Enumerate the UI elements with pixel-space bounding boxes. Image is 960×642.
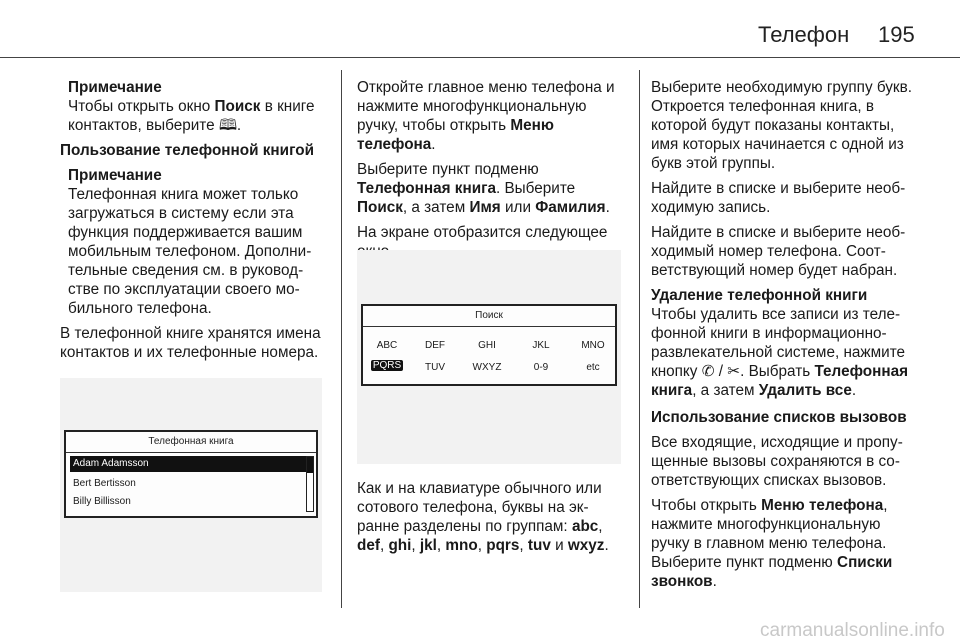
window-paragraph: На экране отобразится следующее [357, 224, 608, 241]
term: Телефонная книга [651, 363, 909, 399]
text: , а затем [402, 199, 470, 216]
note-1-end: . [236, 117, 242, 134]
footer-watermark: carmanualsonline.info [760, 620, 945, 641]
search-key[interactable]: 0-9 [533, 362, 549, 373]
search-key[interactable]: MNO [581, 340, 605, 351]
term: Поиск [357, 199, 403, 216]
section-heading-phonebook: Пользование телефонной книгой [60, 142, 314, 159]
search-key[interactable]: ABC [376, 340, 398, 351]
separator: , [379, 537, 389, 554]
phonebook-entry[interactable]: Adam Adamsson [70, 456, 309, 472]
page-header-title: Телефон [758, 22, 850, 47]
phonebook-screen [64, 430, 318, 518]
search-key[interactable]: etc [586, 362, 600, 373]
separator: , [436, 537, 446, 554]
header-rule [0, 57, 960, 58]
text: Чтобы открыть [651, 497, 762, 514]
scrollbar-thumb[interactable] [307, 457, 313, 473]
text: . Выбрать [740, 363, 815, 380]
search-key[interactable]: GHI [478, 340, 496, 351]
menu-term: Меню телефона [357, 117, 554, 153]
text: . [431, 136, 436, 153]
phone-tools-icon: ✆ / ✂ [701, 363, 741, 380]
note-2-body: Телефонная книга может только загружаться в систему если эта функция поддерживается вашим мобильным телефоном. Дополнительные сведения см. в руководстве по эксплуатации своего мобильного телефона. [68, 186, 312, 317]
letter-group: ghi [388, 537, 412, 554]
delete-phonebook-heading: Удаление телефонной книги [651, 287, 868, 304]
phonebook-entry[interactable]: Bert Bertisson [73, 478, 136, 489]
text: или [500, 199, 536, 216]
open-call-lists-paragraph [651, 496, 923, 591]
term: Фамилия [535, 199, 606, 216]
search-screen [361, 304, 617, 386]
letter-group: abc [571, 518, 599, 535]
phonebook-icon: 🕮 [218, 117, 237, 134]
column-2 [357, 78, 625, 267]
search-screenshot [357, 250, 621, 464]
note-1-text-2: в книге контактов, выберите [68, 98, 315, 134]
separator: , [598, 518, 603, 535]
search-screen-title: Поиск [475, 310, 503, 321]
text: Чтобы удалить все записи из телефонной книги в информационно-развлекательной системе, нажмите кнопку [651, 306, 906, 380]
column-divider-1 [341, 70, 342, 608]
letter-group: tuv [527, 537, 551, 554]
letter-group: def [357, 537, 380, 554]
search-key[interactable]: WXYZ [472, 362, 502, 373]
note-1-search-term: Поиск [214, 98, 261, 115]
column-3 [651, 78, 923, 597]
term: Удалить все [758, 382, 852, 399]
column-2-lower [357, 479, 625, 561]
text: , нажмите многофункциональную ручку в главном меню телефона. Выберите пункт подменю [651, 497, 888, 571]
text: . [605, 199, 610, 216]
column-1 [60, 78, 328, 368]
text: . [851, 382, 857, 399]
text: , а затем [692, 382, 759, 399]
note-2 [60, 166, 328, 318]
phonebook-screenshot [60, 378, 322, 592]
search-key[interactable]: JKL [532, 340, 550, 351]
open-menu-paragraph [357, 78, 625, 154]
conjunction: и [550, 537, 568, 554]
delete-phonebook-section [651, 286, 923, 400]
search-key-selected[interactable]: PQRS [372, 360, 402, 371]
term: Списки звонков [651, 554, 893, 590]
select-group-paragraph: Выберите необходимую группу букв. Откроется телефонная книга, в которой будут показаны контакты, имя которых начинается с одной из букв этой группы. [651, 79, 913, 172]
letter-groups-paragraph [357, 479, 625, 555]
search-key[interactable]: TUV [425, 362, 445, 373]
text: Откройте главное меню телефона и нажмите многофункциональную ручку, чтобы открыть [357, 79, 615, 134]
select-number-paragraph: Найдите в списке и выберите необходимый номер телефона. Соответствующий номер будет набран. [651, 224, 906, 279]
separator: , [477, 537, 487, 554]
separator: , [519, 537, 528, 554]
text: Выберите пункт подменю [357, 161, 539, 178]
term: Телефонная книга [357, 180, 496, 197]
select-submenu-paragraph [357, 160, 625, 217]
note-2-title: Примечание [68, 167, 162, 184]
phonebook-paragraph: В телефонной книге хранятся имена контактов и их телефонные номера. [60, 325, 321, 361]
term: Имя [469, 199, 501, 216]
column-divider-2 [639, 70, 640, 608]
text: . [712, 573, 717, 590]
search-key[interactable]: DEF [425, 340, 445, 351]
letter-group: wxyz [567, 537, 605, 554]
phonebook-scrollbar[interactable] [306, 456, 314, 512]
text: . Выберите [495, 180, 576, 197]
text: Как и на клавиатуре обычного или сотового телефона, буквы на экранне разделены по группам: [357, 480, 602, 535]
separator: , [411, 537, 420, 554]
note-1-title: Примечание [68, 79, 162, 96]
screen-title-divider [363, 326, 615, 327]
letter-group: jkl [419, 537, 437, 554]
call-lists-heading: Использование списков вызовов [651, 409, 907, 426]
note-1-text: Чтобы открыть окно [68, 98, 215, 115]
term: Меню телефона [761, 497, 884, 514]
letter-group: mno [445, 537, 478, 554]
text: . [604, 537, 609, 554]
page-number: 195 [878, 22, 915, 47]
phonebook-entry[interactable]: Billy Billisson [73, 496, 131, 507]
screen-title-divider [66, 452, 316, 453]
note-1 [60, 78, 328, 135]
letter-group: pqrs [486, 537, 520, 554]
phonebook-screen-title: Телефонная книга [148, 436, 234, 447]
select-entry-paragraph: Найдите в списке и выберите необходимую запись. [651, 180, 906, 216]
call-lists-paragraph: Все входящие, исходящие и пропущенные вызовы сохраняются в соответствующих списках вызовов. [651, 434, 903, 489]
